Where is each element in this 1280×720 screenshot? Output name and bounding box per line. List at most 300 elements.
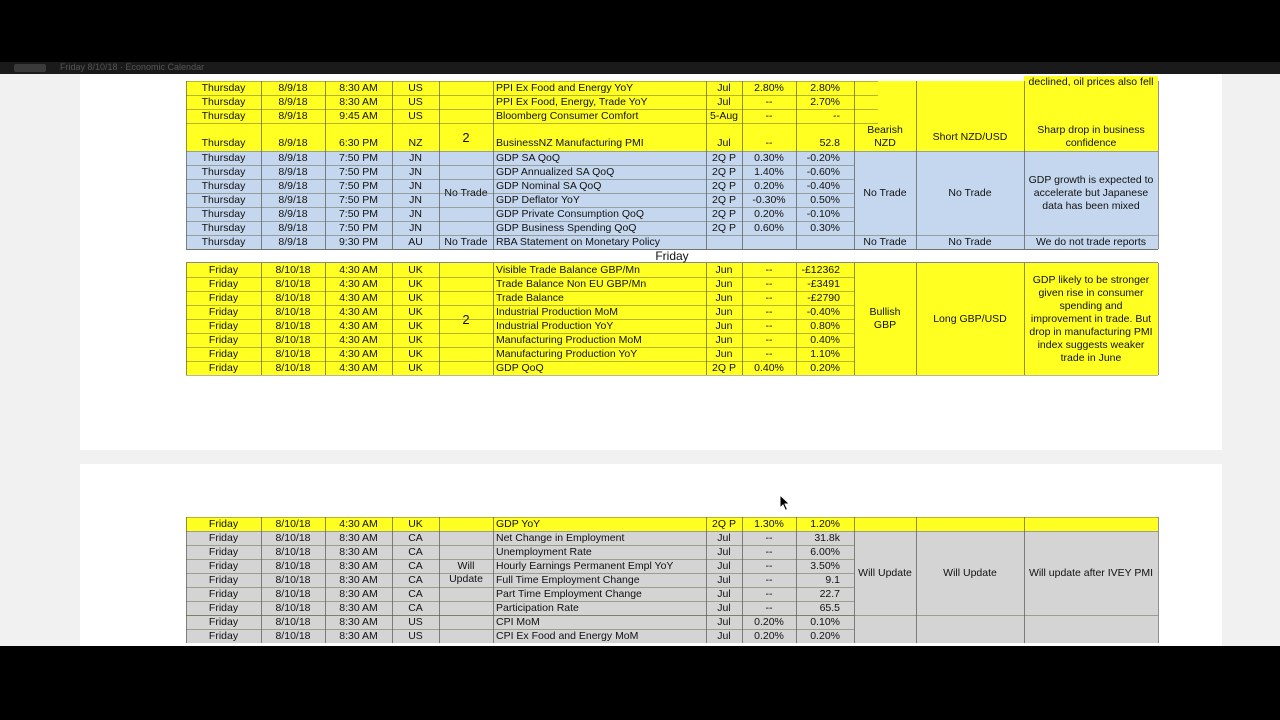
- time-cell[interactable]: 8:30 AM: [325, 587, 392, 601]
- grid-line: [186, 601, 854, 602]
- date-cell[interactable]: 8/9/18: [261, 81, 325, 95]
- day-cell[interactable]: Thursday: [186, 221, 261, 235]
- note-cell[interactable]: declined, oil prices also fell: [1024, 76, 1158, 123]
- app-logo-icon: [14, 64, 46, 72]
- spreadsheet-page-1: [80, 74, 1222, 450]
- fcst-cell[interactable]: 2.80%: [742, 81, 796, 95]
- grid-line: [186, 545, 854, 546]
- prev-cell[interactable]: -£3491: [796, 277, 854, 291]
- period-cell[interactable]: Jun: [706, 291, 742, 305]
- period-cell[interactable]: 5-Aug: [706, 109, 742, 123]
- fcst-cell[interactable]: --: [742, 559, 796, 573]
- time-cell[interactable]: 7:50 PM: [325, 207, 392, 221]
- day-cell[interactable]: Friday: [186, 573, 261, 587]
- day-cell[interactable]: Friday: [186, 601, 261, 615]
- date-cell[interactable]: 8/10/18: [261, 587, 325, 601]
- time-cell[interactable]: 8:30 AM: [325, 531, 392, 545]
- ctry-cell[interactable]: UK: [392, 291, 439, 305]
- date-cell[interactable]: 8/10/18: [261, 263, 325, 277]
- fcst-cell[interactable]: --: [742, 291, 796, 305]
- note-cell[interactable]: We do not trade reports: [1024, 235, 1158, 249]
- bias-cell[interactable]: Bearish NZD: [854, 123, 916, 151]
- period-cell[interactable]: Jun: [706, 347, 742, 361]
- ctry-cell[interactable]: CA: [392, 531, 439, 545]
- event-cell[interactable]: PPI Ex Food and Energy YoY: [493, 81, 706, 95]
- grid-line: [186, 531, 1158, 532]
- prev-cell[interactable]: -£12362: [796, 263, 854, 277]
- document-viewport[interactable]: [0, 74, 1280, 646]
- ctry-cell[interactable]: UK: [392, 347, 439, 361]
- fcst-cell[interactable]: --: [742, 347, 796, 361]
- grid-line: [186, 277, 854, 278]
- fcst-cell[interactable]: --: [742, 263, 796, 277]
- prev-cell[interactable]: --: [796, 109, 854, 123]
- day-cell[interactable]: Friday: [186, 587, 261, 601]
- day-cell[interactable]: Friday: [186, 531, 261, 545]
- day-cell[interactable]: Friday: [186, 559, 261, 573]
- time-cell[interactable]: 8:30 AM: [325, 573, 392, 587]
- event-cell[interactable]: Visible Trade Balance GBP/Mn: [493, 263, 706, 277]
- ctry-cell[interactable]: AU: [392, 235, 439, 249]
- ctry-cell[interactable]: CA: [392, 587, 439, 601]
- ctry-cell[interactable]: UK: [392, 305, 439, 319]
- ctry-cell[interactable]: US: [392, 109, 439, 123]
- note-cell[interactable]: Will update after IVEY PMI: [1024, 531, 1158, 615]
- event-cell[interactable]: Bloomberg Consumer Comfort: [493, 109, 706, 123]
- date-cell[interactable]: 8/9/18: [261, 207, 325, 221]
- date-cell[interactable]: 8/9/18: [261, 179, 325, 193]
- event-cell[interactable]: Net Change in Employment: [493, 531, 706, 545]
- period-cell[interactable]: Jul: [706, 587, 742, 601]
- ctry-cell[interactable]: US: [392, 629, 439, 643]
- period-cell[interactable]: 2Q P: [706, 517, 742, 531]
- grid-line: [1024, 517, 1025, 643]
- fcst-cell[interactable]: --: [742, 123, 796, 151]
- date-cell[interactable]: 8/10/18: [261, 601, 325, 615]
- grid-line: [186, 235, 1158, 236]
- day-cell[interactable]: Thursday: [186, 179, 261, 193]
- fcst-cell[interactable]: --: [742, 109, 796, 123]
- grid-line: [392, 517, 393, 643]
- ctry-cell[interactable]: JN: [392, 221, 439, 235]
- event-cell[interactable]: GDP Deflator YoY: [493, 193, 706, 207]
- day-cell[interactable]: Friday: [186, 291, 261, 305]
- ctry-cell[interactable]: JN: [392, 165, 439, 179]
- event-cell[interactable]: Participation Rate: [493, 601, 706, 615]
- time-cell[interactable]: 4:30 AM: [325, 517, 392, 531]
- day-cell[interactable]: Friday: [186, 629, 261, 643]
- fcst-cell[interactable]: 0.60%: [742, 221, 796, 235]
- time-cell[interactable]: 4:30 AM: [325, 347, 392, 361]
- bias-cell[interactable]: Bullish GBP: [854, 263, 916, 375]
- period-cell[interactable]: 2Q P: [706, 151, 742, 165]
- event-cell[interactable]: Full Time Employment Change: [493, 573, 706, 587]
- bias-cell[interactable]: No Trade: [854, 235, 916, 249]
- grid-line: [186, 165, 854, 166]
- ctry-cell[interactable]: US: [392, 615, 439, 629]
- prev-cell[interactable]: [796, 235, 854, 249]
- time-cell[interactable]: 8:30 AM: [325, 629, 392, 643]
- ctry-cell[interactable]: CA: [392, 545, 439, 559]
- date-cell[interactable]: 8/9/18: [261, 193, 325, 207]
- fcst-cell[interactable]: 0.20%: [742, 207, 796, 221]
- bias-cell[interactable]: No Trade: [854, 151, 916, 235]
- time-cell[interactable]: 4:30 AM: [325, 333, 392, 347]
- grid-line: [186, 517, 1158, 518]
- day-cell[interactable]: Thursday: [186, 123, 261, 151]
- date-cell[interactable]: 8/10/18: [261, 291, 325, 305]
- period-cell[interactable]: Jun: [706, 277, 742, 291]
- note-cell[interactable]: GDP likely to be stronger given rise in consumer spending and improvement in trade. But drop in manufacturing PMI index suggests weaker trade in June: [1024, 263, 1158, 375]
- grade-cell[interactable]: No Trade: [439, 151, 493, 235]
- fcst-cell[interactable]: --: [742, 531, 796, 545]
- fcst-cell[interactable]: --: [742, 95, 796, 109]
- period-cell[interactable]: Jul: [706, 123, 742, 151]
- event-cell[interactable]: Industrial Production MoM: [493, 305, 706, 319]
- day-cell[interactable]: Thursday: [186, 151, 261, 165]
- period-cell[interactable]: 2Q P: [706, 221, 742, 235]
- ctry-cell[interactable]: UK: [392, 517, 439, 531]
- event-cell[interactable]: GDP SA QoQ: [493, 151, 706, 165]
- day-cell[interactable]: Thursday: [186, 235, 261, 249]
- ctry-cell[interactable]: JN: [392, 151, 439, 165]
- prev-cell[interactable]: 0.30%: [796, 221, 854, 235]
- fcst-cell[interactable]: 0.20%: [742, 629, 796, 643]
- date-cell[interactable]: 8/9/18: [261, 165, 325, 179]
- period-cell[interactable]: 2Q P: [706, 179, 742, 193]
- event-cell[interactable]: GDP Private Consumption QoQ: [493, 207, 706, 221]
- event-cell[interactable]: Part Time Employment Change: [493, 587, 706, 601]
- period-cell[interactable]: Jul: [706, 545, 742, 559]
- fcst-cell[interactable]: --: [742, 319, 796, 333]
- ctry-cell[interactable]: CA: [392, 601, 439, 615]
- ctry-cell[interactable]: JN: [392, 179, 439, 193]
- time-cell[interactable]: 4:30 AM: [325, 277, 392, 291]
- prev-cell[interactable]: 0.20%: [796, 361, 854, 375]
- note-cell[interactable]: GDP growth is expected to accelerate but Japanese data has been mixed: [1024, 151, 1158, 235]
- note-cell[interactable]: [1024, 517, 1158, 531]
- grid-line: [186, 109, 878, 110]
- prev-cell[interactable]: -0.10%: [796, 207, 854, 221]
- trade-cell[interactable]: No Trade: [916, 151, 1024, 235]
- grid-line: [186, 123, 878, 124]
- prev-cell[interactable]: 0.50%: [796, 193, 854, 207]
- trade-cell[interactable]: [916, 517, 1024, 531]
- date-cell[interactable]: 8/9/18: [261, 221, 325, 235]
- grid-line: [186, 81, 878, 82]
- time-cell[interactable]: 8:30 AM: [325, 601, 392, 615]
- fcst-cell[interactable]: 0.40%: [742, 361, 796, 375]
- grid-line: [186, 629, 854, 630]
- day-cell[interactable]: Thursday: [186, 95, 261, 109]
- bias-cell[interactable]: Will Update: [854, 531, 916, 615]
- date-cell[interactable]: 8/10/18: [261, 573, 325, 587]
- event-cell[interactable]: PPI Ex Food, Energy, Trade YoY: [493, 95, 706, 109]
- grade-cell[interactable]: [439, 517, 493, 531]
- prev-cell[interactable]: 52.8: [796, 123, 854, 151]
- grid-line: [916, 81, 917, 249]
- date-cell[interactable]: 8/10/18: [261, 615, 325, 629]
- fcst-cell[interactable]: 1.40%: [742, 165, 796, 179]
- period-cell[interactable]: Jul: [706, 531, 742, 545]
- ctry-cell[interactable]: UK: [392, 361, 439, 375]
- time-cell[interactable]: 8:30 AM: [325, 81, 392, 95]
- grid-line: [186, 95, 878, 96]
- prev-cell[interactable]: -0.40%: [796, 305, 854, 319]
- bias-cell[interactable]: [854, 517, 916, 531]
- grid-line: [439, 517, 440, 643]
- grid-line: [186, 587, 854, 588]
- time-cell[interactable]: 9:45 AM: [325, 109, 392, 123]
- fcst-cell[interactable]: 0.30%: [742, 151, 796, 165]
- date-cell[interactable]: 8/10/18: [261, 277, 325, 291]
- day-cell[interactable]: Friday: [186, 517, 261, 531]
- period-cell[interactable]: Jul: [706, 95, 742, 109]
- grade-cell[interactable]: [439, 81, 493, 123]
- grid-line: [854, 81, 855, 249]
- day-cell[interactable]: Friday: [186, 263, 261, 277]
- date-cell[interactable]: 8/9/18: [261, 95, 325, 109]
- period-cell[interactable]: 2Q P: [706, 193, 742, 207]
- grid-line: [854, 517, 855, 643]
- prev-cell[interactable]: 0.20%: [796, 629, 854, 643]
- grid-line: [186, 517, 187, 643]
- prev-cell[interactable]: 2.70%: [796, 95, 854, 109]
- fcst-cell[interactable]: [742, 235, 796, 249]
- date-cell[interactable]: 8/10/18: [261, 305, 325, 319]
- fcst-cell[interactable]: --: [742, 545, 796, 559]
- date-cell[interactable]: 8/10/18: [261, 517, 325, 531]
- day-cell[interactable]: Friday: [186, 347, 261, 361]
- event-cell[interactable]: CPI MoM: [493, 615, 706, 629]
- date-cell[interactable]: 8/9/18: [261, 235, 325, 249]
- event-cell[interactable]: Trade Balance Non EU GBP/Mn: [493, 277, 706, 291]
- event-cell[interactable]: GDP Annualized SA QoQ: [493, 165, 706, 179]
- fcst-cell[interactable]: --: [742, 333, 796, 347]
- note-cell[interactable]: Sharp drop in business confidence: [1024, 123, 1158, 151]
- prev-cell[interactable]: -£2790: [796, 291, 854, 305]
- period-cell[interactable]: Jun: [706, 263, 742, 277]
- prev-cell[interactable]: 1.10%: [796, 347, 854, 361]
- ctry-cell[interactable]: US: [392, 95, 439, 109]
- period-cell[interactable]: Jun: [706, 319, 742, 333]
- period-cell[interactable]: Jun: [706, 305, 742, 319]
- trade-cell[interactable]: [916, 615, 1024, 643]
- event-cell[interactable]: GDP YoY: [493, 517, 706, 531]
- event-cell[interactable]: RBA Statement on Monetary Policy: [493, 235, 706, 249]
- day-cell[interactable]: Friday: [186, 615, 261, 629]
- grade-cell[interactable]: 2: [439, 263, 493, 375]
- prev-cell[interactable]: -0.20%: [796, 151, 854, 165]
- prev-cell[interactable]: 22.7: [796, 587, 854, 601]
- ctry-cell[interactable]: US: [392, 81, 439, 95]
- day-cell[interactable]: Thursday: [186, 207, 261, 221]
- grid-line: [186, 221, 854, 222]
- trade-cell[interactable]: Long GBP/USD: [916, 263, 1024, 375]
- date-cell[interactable]: 8/9/18: [261, 151, 325, 165]
- day-cell[interactable]: Thursday: [186, 81, 261, 95]
- fcst-cell[interactable]: --: [742, 305, 796, 319]
- period-cell[interactable]: Jun: [706, 333, 742, 347]
- date-cell[interactable]: 8/9/18: [261, 109, 325, 123]
- grid-line: [1158, 81, 1159, 249]
- prev-cell[interactable]: 0.40%: [796, 333, 854, 347]
- ctry-cell[interactable]: CA: [392, 573, 439, 587]
- period-cell[interactable]: [706, 235, 742, 249]
- event-cell[interactable]: Trade Balance: [493, 291, 706, 305]
- trade-cell[interactable]: [916, 81, 1024, 123]
- ctry-cell[interactable]: JN: [392, 207, 439, 221]
- prev-cell[interactable]: 65.5: [796, 601, 854, 615]
- grid-line: [1024, 263, 1025, 375]
- time-cell[interactable]: 4:30 AM: [325, 361, 392, 375]
- event-cell[interactable]: GDP QoQ: [493, 361, 706, 375]
- grid-line: [1158, 263, 1159, 375]
- time-cell[interactable]: 8:30 AM: [325, 615, 392, 629]
- date-cell[interactable]: 8/9/18: [261, 123, 325, 151]
- period-cell[interactable]: 2Q P: [706, 165, 742, 179]
- fcst-cell[interactable]: -0.30%: [742, 193, 796, 207]
- date-cell[interactable]: 8/10/18: [261, 545, 325, 559]
- event-cell[interactable]: Manufacturing Production MoM: [493, 333, 706, 347]
- time-cell[interactable]: 4:30 AM: [325, 263, 392, 277]
- event-cell[interactable]: GDP Nominal SA QoQ: [493, 179, 706, 193]
- period-cell[interactable]: 2Q P: [706, 207, 742, 221]
- time-cell[interactable]: 7:50 PM: [325, 151, 392, 165]
- time-cell[interactable]: 7:50 PM: [325, 179, 392, 193]
- grid-line: [916, 517, 917, 643]
- browser-tab-title[interactable]: Friday 8/10/18 · Economic Calendar: [60, 62, 205, 72]
- spreadsheet-page-2: [80, 464, 1222, 646]
- grid-line: [186, 291, 854, 292]
- date-cell[interactable]: 8/10/18: [261, 559, 325, 573]
- fcst-cell[interactable]: --: [742, 587, 796, 601]
- trade-cell[interactable]: No Trade: [916, 235, 1024, 249]
- grade-cell[interactable]: 2: [439, 123, 493, 151]
- fcst-cell[interactable]: 0.20%: [742, 179, 796, 193]
- date-cell[interactable]: 8/10/18: [261, 347, 325, 361]
- event-cell[interactable]: Manufacturing Production YoY: [493, 347, 706, 361]
- event-cell[interactable]: Unemployment Rate: [493, 545, 706, 559]
- prev-cell[interactable]: 9.1: [796, 573, 854, 587]
- bias-cell[interactable]: [854, 615, 916, 643]
- ctry-cell[interactable]: CA: [392, 559, 439, 573]
- grid-line: [186, 615, 1158, 616]
- time-cell[interactable]: 4:30 AM: [325, 305, 392, 319]
- grid-line: [186, 573, 854, 574]
- ctry-cell[interactable]: UK: [392, 277, 439, 291]
- grid-line: [186, 193, 854, 194]
- fcst-cell[interactable]: --: [742, 277, 796, 291]
- day-cell[interactable]: Friday: [186, 305, 261, 319]
- trade-cell[interactable]: Short NZD/USD: [916, 123, 1024, 151]
- day-cell[interactable]: Friday: [186, 545, 261, 559]
- day-header: Friday: [186, 249, 1158, 263]
- fcst-cell[interactable]: --: [742, 601, 796, 615]
- time-cell[interactable]: 8:30 AM: [325, 95, 392, 109]
- day-cell[interactable]: Thursday: [186, 165, 261, 179]
- period-cell[interactable]: Jul: [706, 615, 742, 629]
- ctry-cell[interactable]: UK: [392, 263, 439, 277]
- prev-cell[interactable]: -0.40%: [796, 179, 854, 193]
- event-cell[interactable]: GDP Business Spending QoQ: [493, 221, 706, 235]
- date-cell[interactable]: 8/10/18: [261, 531, 325, 545]
- date-cell[interactable]: 8/10/18: [261, 333, 325, 347]
- period-cell[interactable]: 2Q P: [706, 361, 742, 375]
- grade-cell[interactable]: No Trade: [439, 235, 493, 249]
- time-cell[interactable]: 4:30 AM: [325, 319, 392, 333]
- fcst-cell[interactable]: 0.20%: [742, 615, 796, 629]
- period-cell[interactable]: Jul: [706, 629, 742, 643]
- event-cell[interactable]: BusinessNZ Manufacturing PMI: [493, 123, 706, 151]
- fcst-cell[interactable]: 1.30%: [742, 517, 796, 531]
- day-cell[interactable]: Friday: [186, 333, 261, 347]
- time-cell[interactable]: 4:30 AM: [325, 291, 392, 305]
- ctry-cell[interactable]: UK: [392, 333, 439, 347]
- note-cell[interactable]: [1024, 615, 1158, 643]
- browser-tab-strip: [0, 62, 1280, 74]
- day-cell[interactable]: Thursday: [186, 193, 261, 207]
- grid-line: [796, 517, 797, 643]
- prev-cell[interactable]: -0.60%: [796, 165, 854, 179]
- ctry-cell[interactable]: NZ: [392, 123, 439, 151]
- prev-cell[interactable]: 31.8k: [796, 531, 854, 545]
- date-cell[interactable]: 8/10/18: [261, 629, 325, 643]
- period-cell[interactable]: Jul: [706, 559, 742, 573]
- time-cell[interactable]: 7:50 PM: [325, 221, 392, 235]
- time-cell[interactable]: 8:30 AM: [325, 559, 392, 573]
- ctry-cell[interactable]: UK: [392, 319, 439, 333]
- grid-line: [186, 361, 854, 362]
- ctry-cell[interactable]: JN: [392, 193, 439, 207]
- bias-cell[interactable]: [854, 81, 916, 123]
- grade-cell[interactable]: Will Update: [439, 531, 493, 615]
- grid-line: [186, 305, 854, 306]
- prev-cell[interactable]: 2.80%: [796, 81, 854, 95]
- prev-cell[interactable]: 0.10%: [796, 615, 854, 629]
- time-cell[interactable]: 7:50 PM: [325, 165, 392, 179]
- period-cell[interactable]: Jul: [706, 573, 742, 587]
- event-cell[interactable]: Hourly Earnings Permanent Empl YoY: [493, 559, 706, 573]
- event-cell[interactable]: CPI Ex Food and Energy MoM: [493, 629, 706, 643]
- trade-cell[interactable]: Will Update: [916, 531, 1024, 615]
- time-cell[interactable]: 9:30 PM: [325, 235, 392, 249]
- event-cell[interactable]: Industrial Production YoY: [493, 319, 706, 333]
- grid-line: [186, 207, 854, 208]
- prev-cell[interactable]: 6.00%: [796, 545, 854, 559]
- prev-cell[interactable]: 1.20%: [796, 517, 854, 531]
- day-cell[interactable]: Friday: [186, 361, 261, 375]
- day-cell[interactable]: Friday: [186, 277, 261, 291]
- period-cell[interactable]: Jul: [706, 81, 742, 95]
- grid-line: [854, 263, 855, 375]
- day-cell[interactable]: Friday: [186, 319, 261, 333]
- grid-line: [186, 179, 854, 180]
- prev-cell[interactable]: 3.50%: [796, 559, 854, 573]
- grid-line: [186, 375, 1158, 376]
- date-cell[interactable]: 8/10/18: [261, 361, 325, 375]
- time-cell[interactable]: 7:50 PM: [325, 193, 392, 207]
- day-cell[interactable]: Thursday: [186, 109, 261, 123]
- grid-line: [1024, 81, 1025, 249]
- fcst-cell[interactable]: --: [742, 573, 796, 587]
- time-cell[interactable]: 6:30 PM: [325, 123, 392, 151]
- grid-line: [186, 249, 1158, 250]
- date-cell[interactable]: 8/10/18: [261, 319, 325, 333]
- period-cell[interactable]: Jul: [706, 601, 742, 615]
- time-cell[interactable]: 8:30 AM: [325, 545, 392, 559]
- prev-cell[interactable]: 0.80%: [796, 319, 854, 333]
